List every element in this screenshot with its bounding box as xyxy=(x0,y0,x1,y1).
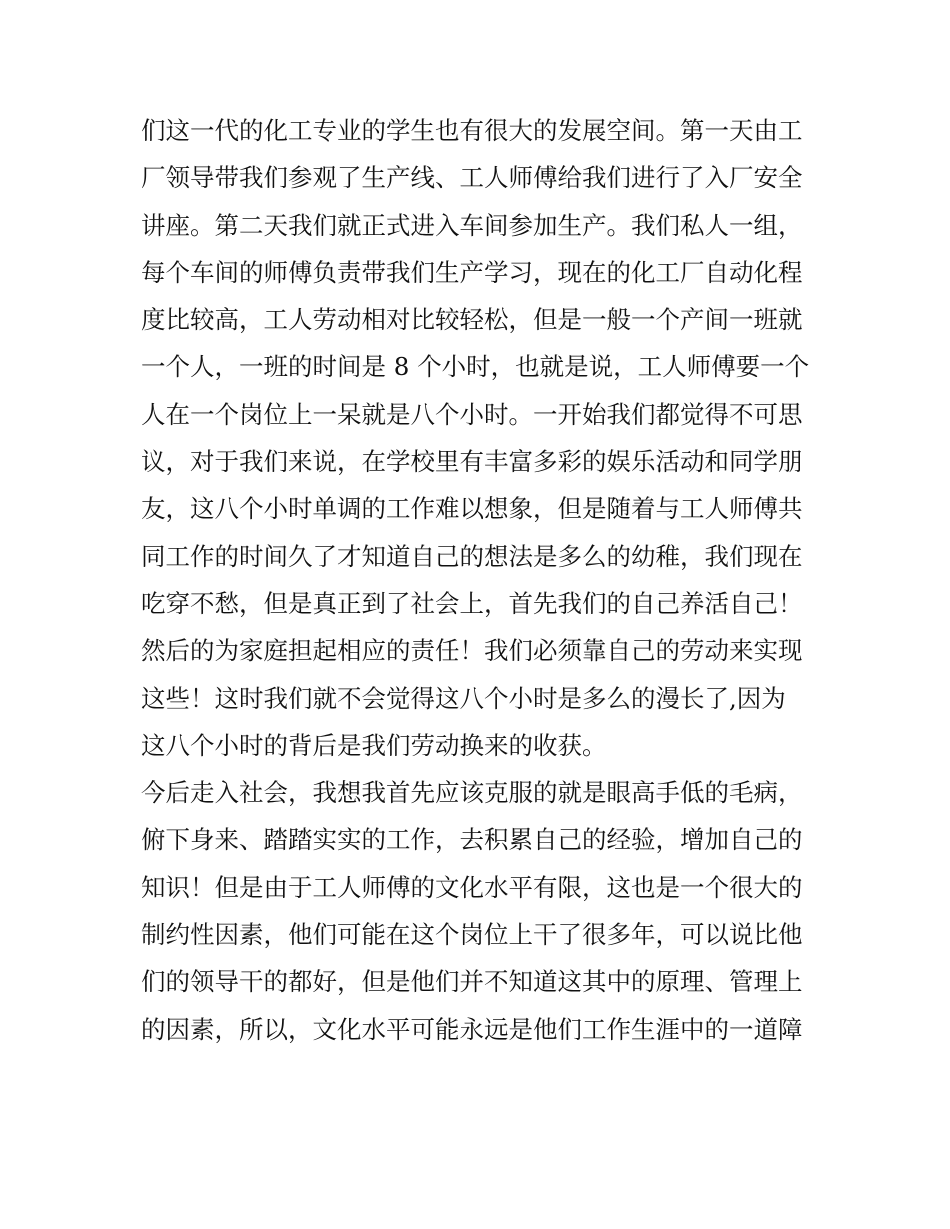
text-line-1: 们这一代的化工专业的学生也有很大的发展空间。第一天由工 xyxy=(141,116,803,145)
text-line-3: 讲座。第二天我们就正式进入车间参加生产。我们私人一组， xyxy=(141,210,803,240)
text-line-14: 这八个小时的背后是我们劳动换来的收获。 xyxy=(141,730,607,760)
text-line-5: 度比较高，工人劳动相对比较轻松，但是一般一个产间一班就 xyxy=(141,305,803,335)
text-line-17: 知识！但是由于工人师傅的文化水平有限，这也是一个很大的 xyxy=(141,872,803,902)
text-line-16: 俯下身来、踏踏实实的工作，去积累自己的经验，增加自己的 xyxy=(141,825,803,855)
text-line-12: 然后的为家庭担起相应的责任！我们必须靠自己的劳动来实现 xyxy=(141,636,803,666)
text-line-10: 同工作的时间久了才知道自己的想法是多么的幼稚，我们现在 xyxy=(141,541,803,571)
text-line-4: 每个车间的师傅负责带我们生产学习，现在的化工厂自动化程 xyxy=(141,257,803,287)
text-line-7: 人在一个岗位上一呆就是八个小时。一开始我们都觉得不可思 xyxy=(141,399,803,429)
body-text xyxy=(141,107,821,1053)
text-line-20: 的因素，所以，文化水平可能永远是他们工作生涯中的一道障 xyxy=(141,1014,803,1044)
text-line-18: 制约性因素，他们可能在这个岗位上干了很多年，可以说比他 xyxy=(141,920,803,950)
text-line-13: 这些！这时我们就不会觉得这八个小时是多么的漫长了,因为 xyxy=(141,683,786,713)
text-line-15: 今后走入社会，我想我首先应该克服的就是眼高手低的毛病， xyxy=(141,778,803,808)
text-line-8: 议，对于我们来说，在学校里有丰富多彩的娱乐活动和同学朋 xyxy=(141,447,803,477)
text-line-19: 们的领导干的都好，但是他们并不知道这其中的原理、管理上 xyxy=(141,967,803,997)
text-line-6: 一个人，一班的时间是 8 个小时，也就是说，工人师傅要一个 xyxy=(141,352,810,382)
text-line-2: 厂领导带我们参观了生产线、工人师傅给我们进行了入厂安全 xyxy=(141,163,803,193)
text-line-11: 吃穿不愁，但是真正到了社会上，首先我们的自己养活自己！ xyxy=(141,588,803,618)
text-line-9: 友，这八个小时单调的工作难以想象，但是随着与工人师傅共 xyxy=(141,494,803,524)
